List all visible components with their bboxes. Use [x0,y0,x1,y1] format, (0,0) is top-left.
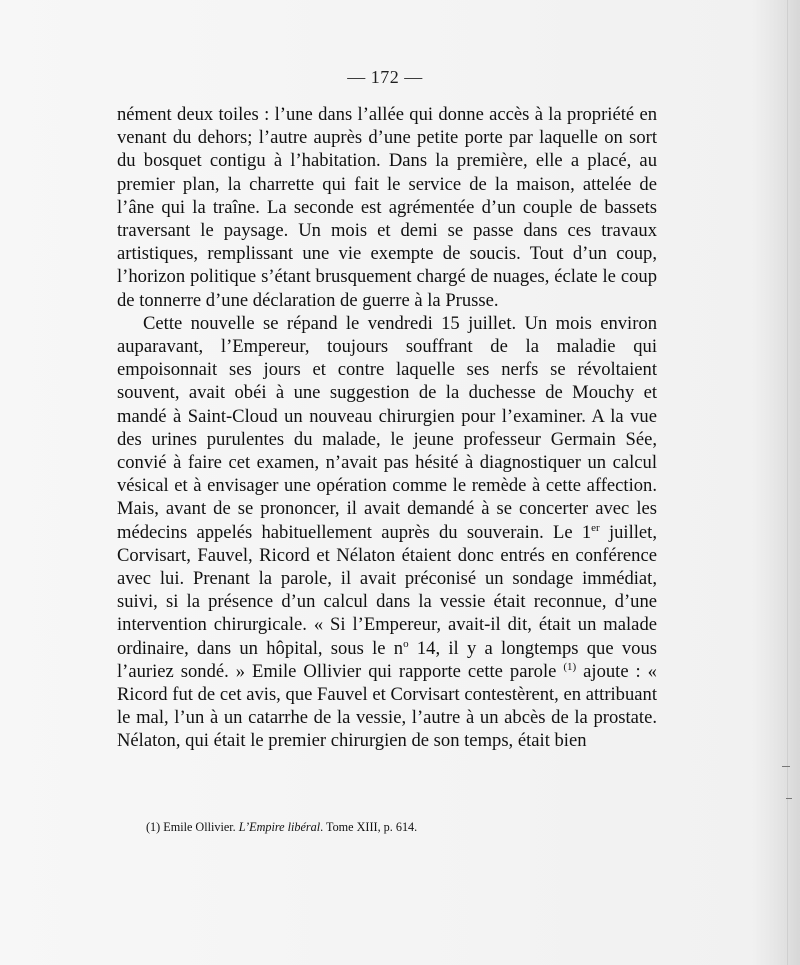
footnote [146,820,626,835]
footnote-author: Emile Ollivier. [160,820,239,834]
margin-scan-mark-lower [786,798,792,799]
page-gutter-edge [787,0,788,965]
paragraph-2 [117,312,657,753]
footnote-reference: (1) [563,660,577,673]
paragraph-2-text-d: ajoute : « Ricord fut de cet avis, que Fauvel et Corvisart contestèrent, en attribuant le mal, l’un à un catarrhe de la vessie, l’autre à un abcès de la prostate. Nélaton, qui était le premier chirurgien de son temps, était bien [117,660,657,752]
page-number: — 172 — [347,67,423,87]
footnote-number: (1) [146,820,161,834]
paragraph-2-text-b: juillet, Corvisart, Fauvel, Ricord et Nélaton étaient donc entrés en conférence avec lui. Prenant la parole, il avait préconisé un sondage immédiat, suivi, si la présence d’un calcul dans la vessie était reconnue, d’une intervention chirurgicale. « Si l’Empereur, avait-il dit, était un malade ordinaire, dans un hôpital, sous le n [117,521,657,659]
paragraph-2-text-a: Cette nouvelle se répand le vendredi 15 juillet. Un mois environ auparavant, l’Empereur, toujours souffrant de la maladie qui empoisonnait ses jours et contre laquelle ses nerfs se révoltaient souvent, avait obéi à une suggestion de la duchesse de Mouchy et mandé à Saint-Cloud un nouveau chirurgien pour l’examiner. A la vue des urines purulentes du malade, le jeune professeur Germain Sée, convié à faire cet examen, n’avait pas hésité à diagnostiquer un calcul vésical et à envisager une opération comme le remède à cette affection. Mais, avant de se prononcer, il avait demandé à se concerter avec les médecins appelés habituellement auprès du souverain. Le 1 [117,312,657,543]
numero-superscript: o [403,637,409,650]
paragraph-1: nément deux toiles : l’une dans l’allée qui donne accès à la propriété en venant du dehors; l’autre auprès d’une petite porte par laquelle on sort du bosquet contigu à l’habitation. Dans la première, elle a placé, au premier plan, la charrette qui fait le service de la maison, attelée de l’âne qui la traîne. La seconde est agrémentée d’un couple de bassets traversant le paysage. Un mois et demi se passe dans ces travaux artistiques, remplissant une vie exempte de soucis. Tout d’un coup, l’horizon politique s’étant brusquement chargé de nuages, éclate le coup de tonnerre d’une déclaration de guerre à la Prusse. [117,104,657,311]
footnote-work-title: L’Empire libéral [238,820,321,834]
paragraph-2-text-c: 14, il y a longtemps que vous l’auriez sondé. » Emile Ollivier qui rapporte cette parole [117,637,657,682]
ordinal-superscript-er: er [591,521,600,534]
main-text-block [117,103,657,753]
margin-scan-mark [782,766,790,767]
footnote-citation: . Tome XIII, p. 614. [320,820,418,834]
